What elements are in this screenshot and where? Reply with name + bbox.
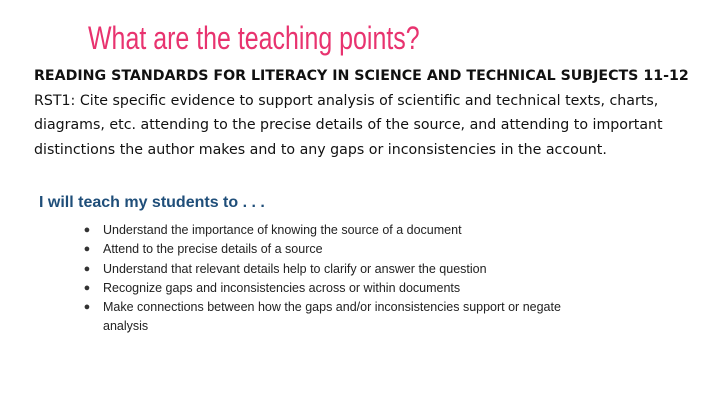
bullet-icon: ● xyxy=(83,281,91,294)
list-item xyxy=(80,298,580,337)
list-item xyxy=(80,240,580,259)
list-item-text: Understand that relevant details help to clarify or answer the question xyxy=(103,261,487,276)
bullet-icon: ● xyxy=(83,224,91,236)
slide-title: What are the teaching points? xyxy=(88,20,420,56)
list-item-text: Attend to the precise details of a source xyxy=(103,242,323,257)
list-item-text: Make connections between how the gaps and/or inconsistencies support or negate analysis xyxy=(103,300,561,334)
standard-block xyxy=(34,64,694,162)
list-item xyxy=(80,260,580,279)
bullet-icon: ● xyxy=(83,262,91,275)
teaching-points-list xyxy=(80,221,580,337)
bullet-icon: ● xyxy=(83,301,91,314)
list-item xyxy=(80,221,580,240)
list-item xyxy=(80,279,580,298)
bullet-icon: ● xyxy=(83,243,91,256)
standard-description: RST1: Cite specific evidence to support analysis of scientific and technical texts, charts, diagrams, etc. attending to the precise details of the source, and attending to important distinctions the author makes and to any gaps or inconsistencies in the account. xyxy=(34,92,663,158)
list-item-text: Understand the importance of knowing the source of a document xyxy=(103,223,462,237)
teaching-points-heading: I will teach my students to . . . xyxy=(39,194,265,211)
list-item-text: Recognize gaps and inconsistencies across or within documents xyxy=(103,280,461,295)
standard-heading: READING STANDARDS FOR LITERACY IN SCIENCE AND TECHNICAL SUBJECTS 11-12 xyxy=(34,68,689,84)
